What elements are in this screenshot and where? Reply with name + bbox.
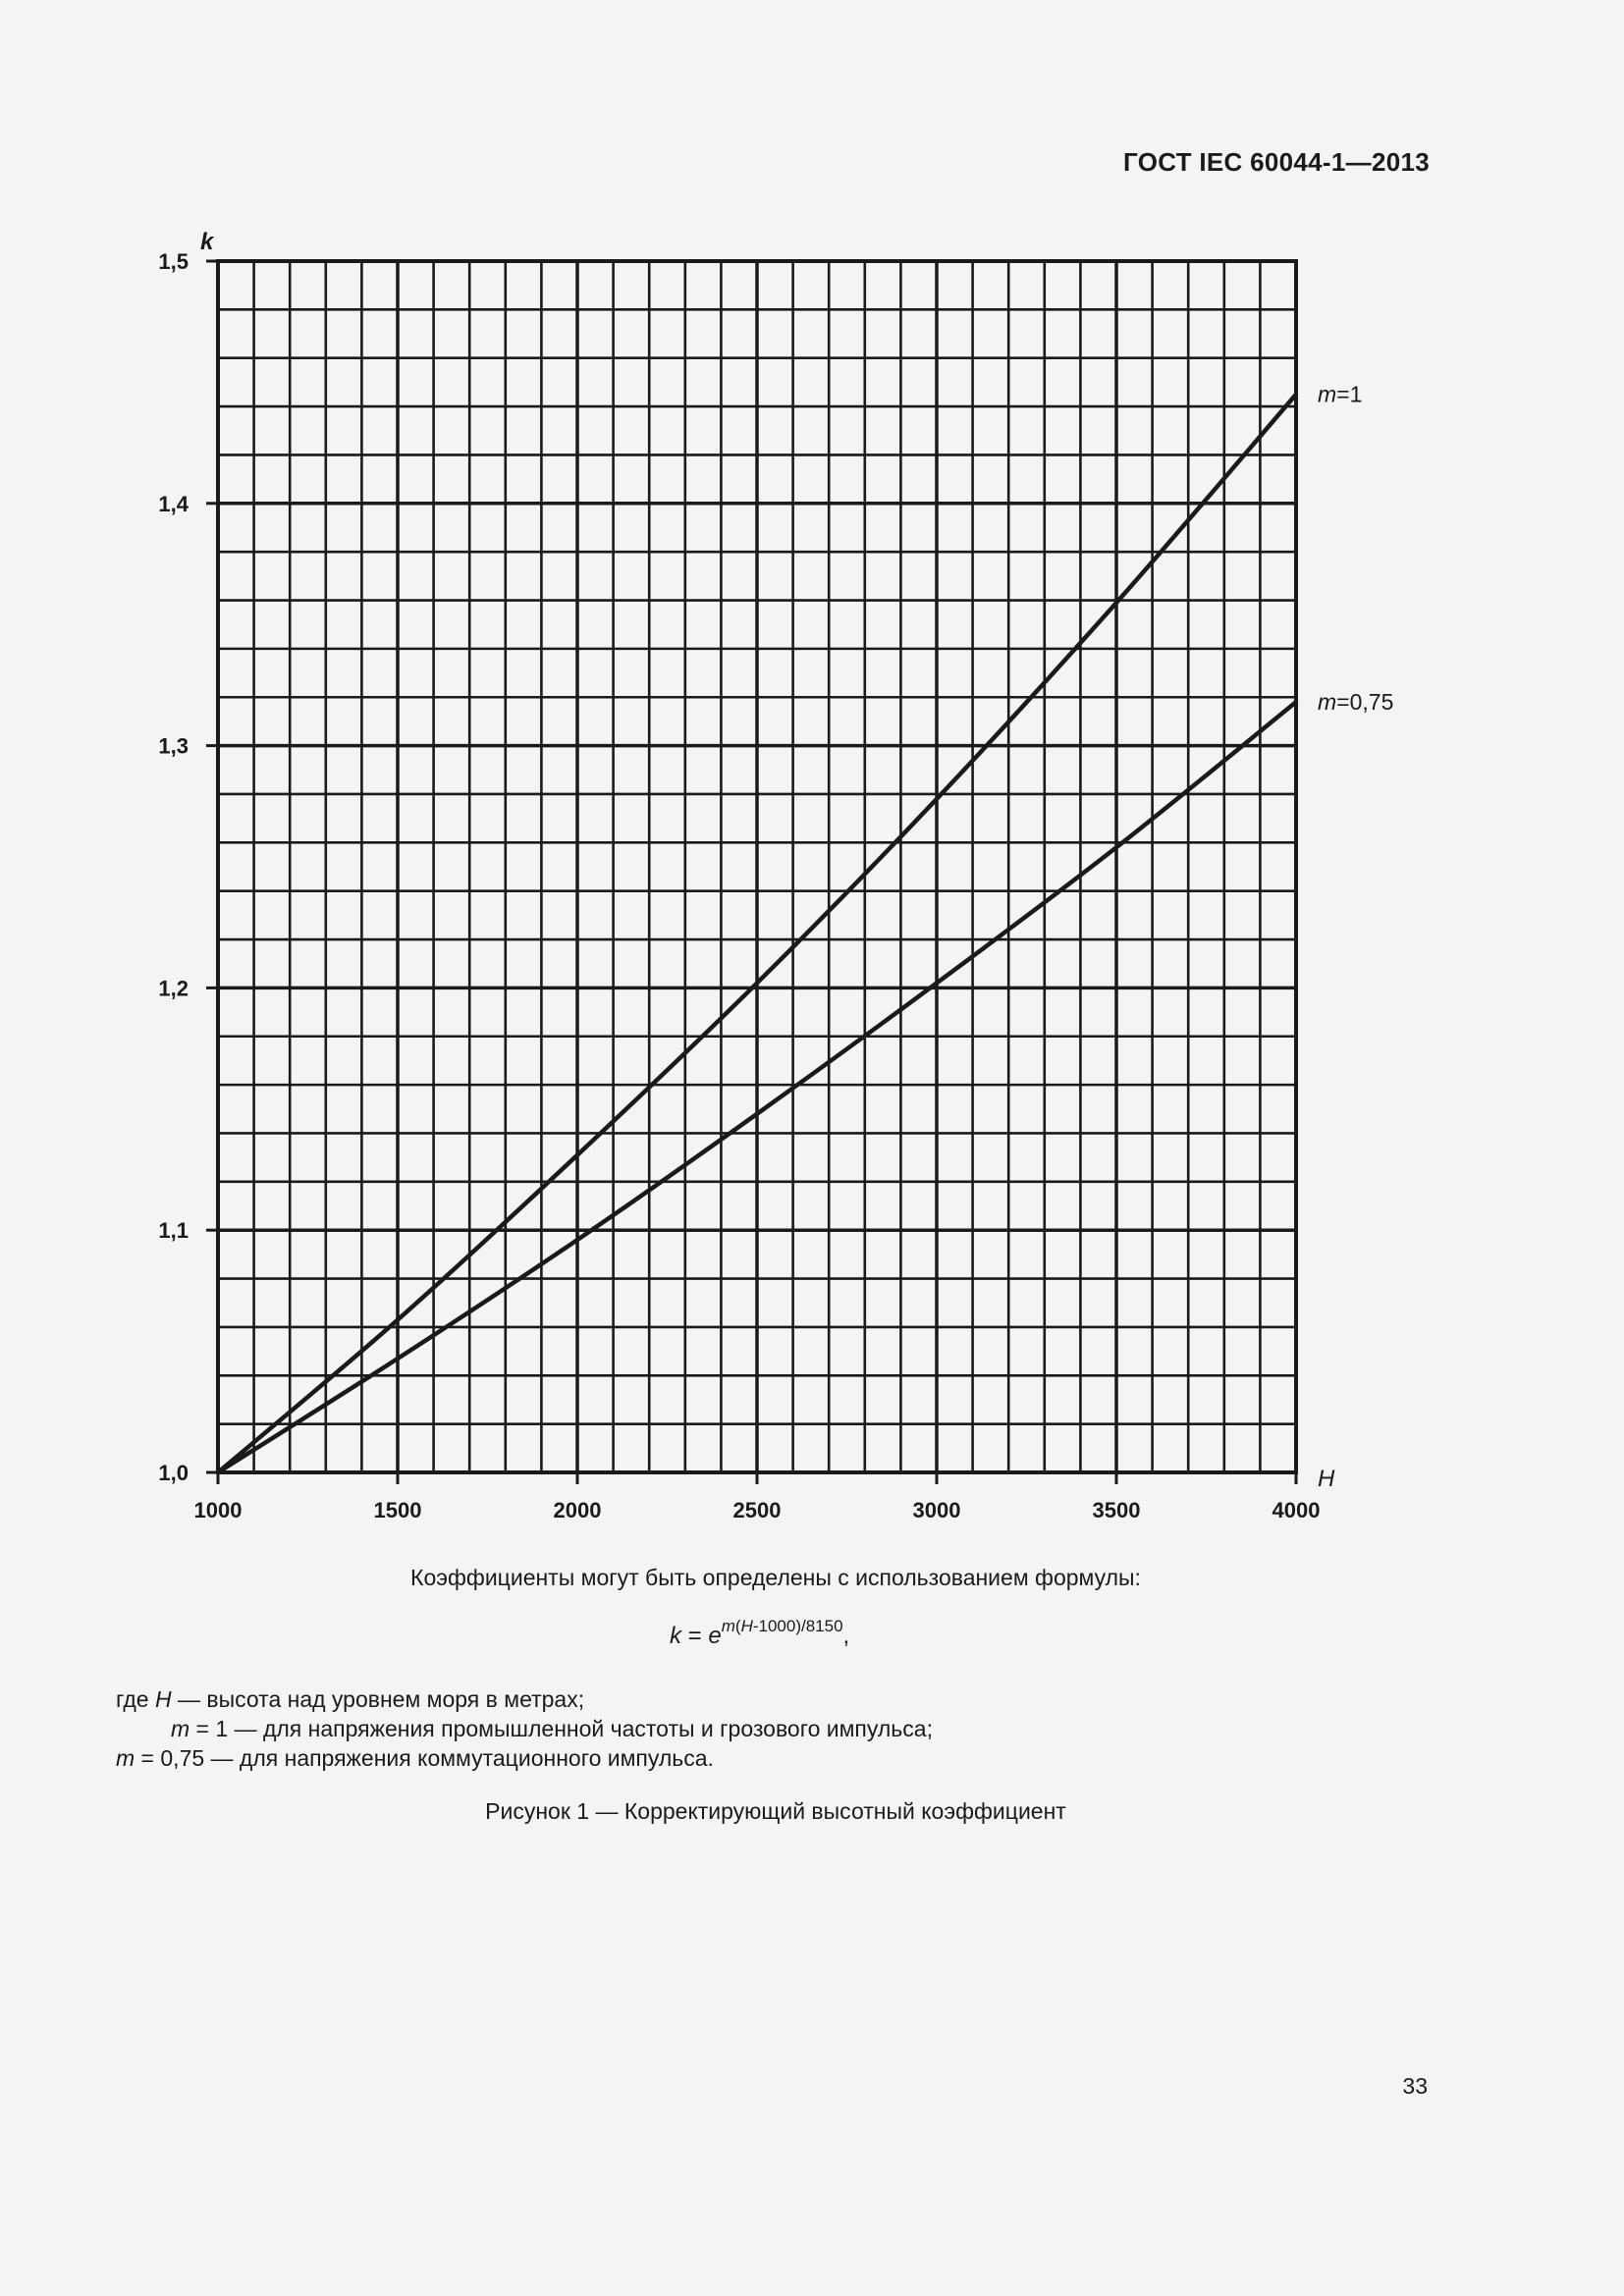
document-standard-id: ГОСТ IEC 60044-1—2013	[1123, 147, 1430, 177]
legend-h-text: — высота над уровнем моря в метрах;	[171, 1686, 585, 1712]
figure-caption: Рисунок 1 — Корректирующий высотный коэффициент	[485, 1798, 1066, 1824]
y-tick-label: 1,0	[158, 1461, 189, 1485]
y-tick-label: 1,2	[158, 976, 189, 1001]
formula-exp-m: m	[721, 1617, 735, 1635]
legend-m075-var: m	[116, 1745, 135, 1771]
chart-grid	[218, 261, 1296, 1472]
x-tick-label: 2500	[732, 1498, 782, 1522]
formula-e: e	[708, 1623, 722, 1649]
x-tick-label: 1000	[193, 1498, 243, 1522]
formula-intro: Коэффициенты могут быть определены с использованием формулы:	[410, 1565, 1141, 1590]
x-tick-label: 3500	[1092, 1498, 1141, 1522]
legend-h	[116, 1684, 933, 1714]
legend-m1-text: = 1 — для напряжения промышленной частоты и грозового импульса;	[189, 1716, 933, 1741]
series-label-m075: m=0,75	[1318, 689, 1394, 716]
y-tick-label: 1,4	[158, 491, 189, 516]
formula-exponent	[722, 1617, 843, 1635]
formula-exp-h: H	[740, 1617, 753, 1635]
legend-m1-var: m	[171, 1716, 190, 1741]
formula-eq: =	[681, 1623, 709, 1649]
page-number: 33	[1402, 2073, 1428, 2099]
formula-k: k	[670, 1623, 681, 1649]
x-tick-label: 1500	[373, 1498, 422, 1522]
formula-exp-rest: -1000)/8150	[752, 1617, 843, 1635]
y-tick-label: 1,3	[158, 733, 189, 759]
formula-tail: ,	[842, 1623, 850, 1649]
legend-h-var: H	[154, 1686, 172, 1712]
legend-m075-text: = 0,75 — для напряжения коммутационного импульса.	[135, 1745, 714, 1771]
x-axis-label: H	[1318, 1466, 1335, 1492]
legend-m075	[116, 1743, 933, 1773]
x-tick-label: 2000	[553, 1498, 602, 1522]
chart-tick-labels	[158, 249, 1320, 1522]
y-axis-label: k	[200, 229, 214, 255]
legend-m1	[116, 1714, 933, 1743]
formula	[670, 1617, 850, 1650]
chart-labels	[200, 229, 1393, 1492]
series-label-m1: m=1	[1318, 381, 1363, 407]
formula-exp-open: (	[734, 1617, 741, 1635]
y-tick-label: 1,5	[158, 249, 189, 274]
formula-legend	[116, 1684, 933, 1773]
legend-h-prefix: где	[116, 1686, 155, 1712]
x-tick-label: 4000	[1272, 1498, 1321, 1522]
y-tick-label: 1,1	[158, 1218, 189, 1244]
x-tick-label: 3000	[912, 1498, 961, 1522]
